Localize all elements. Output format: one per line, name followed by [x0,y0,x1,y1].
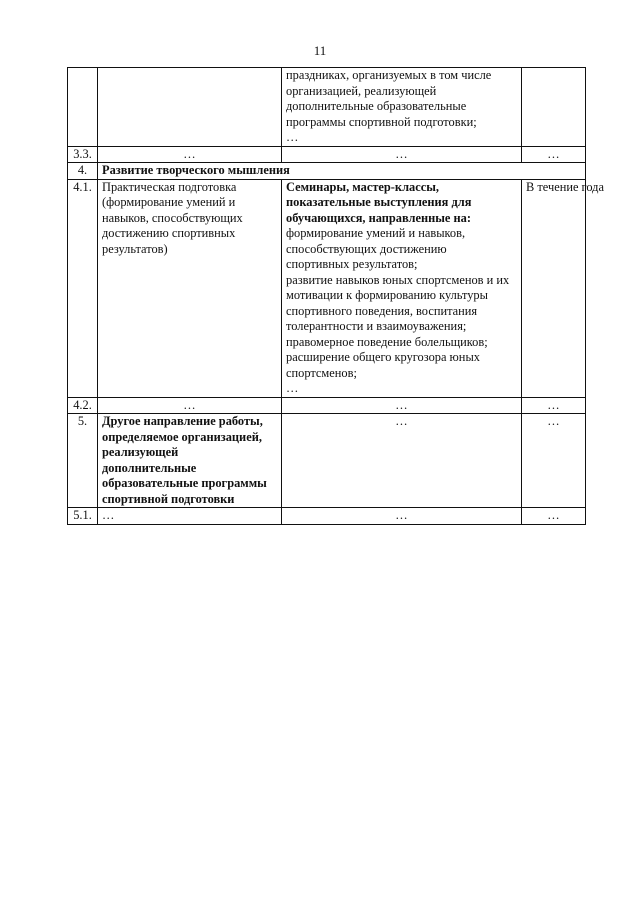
activity-heading-line: определяемое организацией, [102,429,262,444]
activity-line: (формирование умений и [102,195,236,209]
activity-cell: … [98,508,282,525]
timing-cell: В течение года [522,179,586,397]
content-line: спортсменов; [286,365,357,380]
activity-plan-table [67,67,604,525]
content-line: организацией, реализующей [286,83,437,98]
content-line: … [286,381,299,395]
timing-cell: … [522,414,586,508]
table-row [68,397,586,414]
activity-cell [98,414,282,508]
content-heading-line: обучающихся, направленные на: [286,210,471,225]
activity-cell [98,68,282,147]
table-row [68,508,586,525]
content-line: праздниках, организуемых в том числе [286,68,492,82]
content-cell [282,179,522,397]
content-line: толерантности и взаимоуважения; [286,319,467,333]
content-cell: … [282,397,522,414]
row-number-cell: 4.1. [68,179,98,397]
table-row [68,179,586,397]
activity-cell: … [98,146,282,163]
activity-heading-line: образовательные программы [102,476,267,490]
content-line: развитие навыков юных спортсменов и их [286,272,510,287]
content-line: правомерное поведение болельщиков; [286,334,488,349]
content-line: мотивации к формированию культуры [286,288,488,302]
content-cell: … [282,508,522,525]
page-number: 11 [313,43,327,58]
content-line: формирование умений и навыков, [286,226,466,240]
activity-line: результатов) [102,241,168,256]
activity-heading-line: дополнительные [102,460,197,475]
table-row [68,68,586,147]
content-cell: … [282,146,522,163]
content-line: программы спортивной подготовки; [286,114,477,129]
timing-cell: … [522,508,586,525]
activity-heading-line: Другое направление работы, [102,414,263,428]
table-row [68,146,586,163]
content-line: дополнительные образовательные [286,99,467,113]
row-number-cell [68,68,98,147]
content-cell [282,68,522,147]
activity-cell: … [98,397,282,414]
activity-line: Практическая подготовка [102,179,237,194]
timing-cell: … [522,146,586,163]
timing-cell: … [522,397,586,414]
content-line: … [286,130,299,144]
content-line: расширение общего кругозора юных [286,350,480,364]
row-number-cell: 3.3. [68,146,98,163]
section-row [68,163,586,180]
activity-line: навыков, способствующих [102,210,243,225]
activity-line: достижению спортивных [102,226,236,240]
content-line: спортивных результатов; [286,257,418,271]
row-number-cell: 4.2. [68,397,98,414]
content-line: способствующих достижению [286,241,447,256]
content-cell: … [282,414,522,508]
content-heading-line: Семинары, мастер-классы, [286,179,439,194]
section-title: Развитие творческого мышления [98,163,586,180]
timing-cell [522,68,586,147]
row-number-cell: 4. [68,163,98,180]
row-number-cell: 5. [68,414,98,508]
activity-heading-line: реализующей [102,445,179,459]
activity-cell [98,179,282,397]
content-heading-line: показательные выступления для [286,195,472,209]
content-line: спортивного поведения, воспитания [286,303,478,318]
activity-heading-line: спортивной подготовки [102,491,235,506]
row-number-cell: 5.1. [68,508,98,525]
table-row [68,414,586,508]
